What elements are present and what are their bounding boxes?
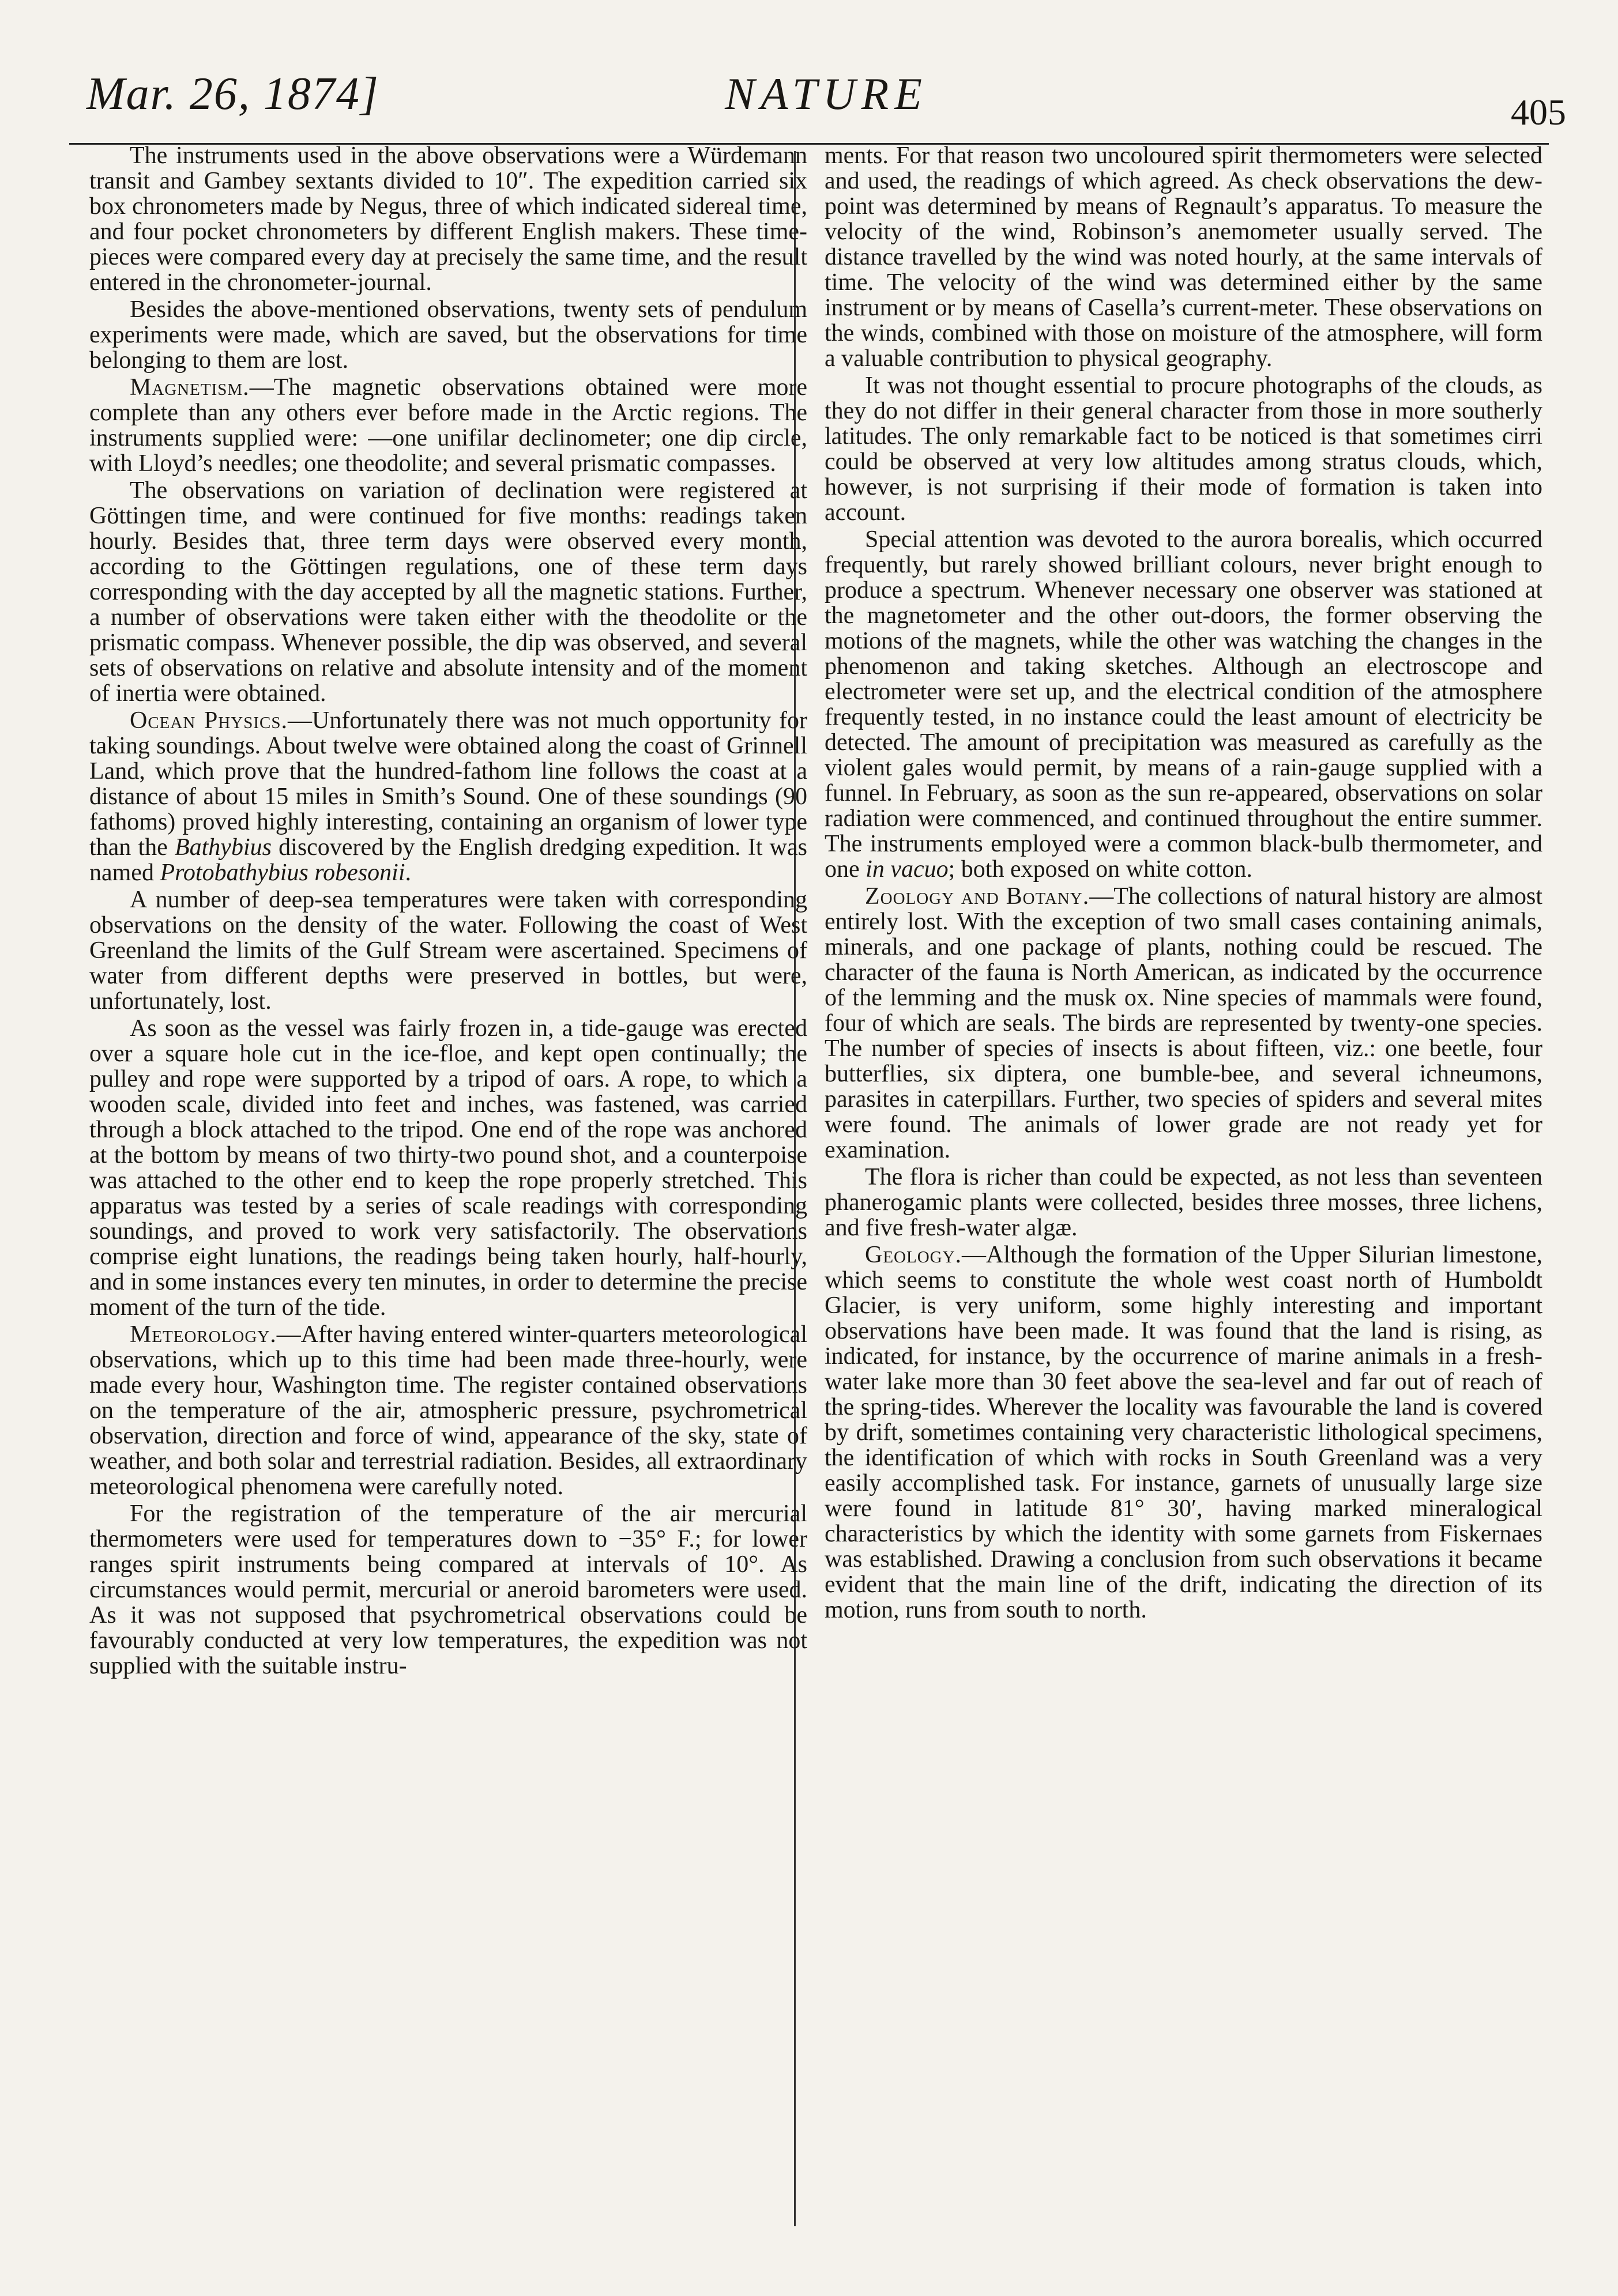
- italic-term: Protobathybius robesonii: [160, 859, 405, 886]
- paragraph-text: ; both exposed on white cotton.: [948, 856, 1252, 883]
- section-heading: Ocean Physics.: [130, 707, 288, 734]
- paragraph-text: Special attention was devoted to the aurora borealis, which occurred frequently, but rarely showed brilliant colours, never bright enough to produce a spectrum. Whenever necessary one observer was stationed at the magnetometer and the other out-doors, the former observing the motions of the magnets, while the other was watching the changes in the phenomenon and taking sketches. Although an electroscope and electrometer were set up, and the electrical condition of the atmosphere frequently tested, in no instance could the least amount of electricity be detected. The amount of precipitation was measured as carefully as the violent gales would permit, by means of a rain-gauge supplied with a funnel. In February, as soon as the sun re-appeared, observations on solar radiation were commenced, and continued throughout the entire summer. The instruments employed were a common black-bulb thermometer, and one: [825, 526, 1542, 883]
- paragraph: The flora is richer than could be expected, as not less than seventeen phanerogamic plants were collected, besides three mosses, three lichens, and five fresh-water algæ.: [825, 1164, 1542, 1241]
- italic-term: Bathybius: [174, 834, 272, 861]
- paragraph-text: .: [405, 859, 411, 886]
- right-column: [825, 143, 1542, 1624]
- paragraph: Besides the above-mentioned observations, twenty sets of pendulum experiments were made, which are saved, but the observations for time belonging to them are lost.: [89, 296, 807, 374]
- paragraph-continued: ments. For that reason two uncoloured spirit thermometers were selected and used, the readings of which agreed. As check observations the dew-point was determined by means of Regnault’s apparatus. To measure the velocity of the wind, Robinson’s anemometer usually served. The distance travelled by the wind was noted hourly, at the same intervals of time. The velocity of the wind was determined either by the same instrument or by means of Casella’s current-meter. These observations on the winds, combined with those on moisture of the atmosphere, will form a valuable contribution to physical geography.: [825, 142, 1542, 372]
- section-heading: Geology.: [865, 1242, 962, 1268]
- paragraph-text: —The magnetic observations obtained were more complete than any others ever before made in the Arctic regions. The instruments supplied were: —one unifilar declinometer; one dip circle, with Lloyd’s needles; one theodolite; and several prismatic compasses.: [89, 374, 807, 477]
- paragraph: [825, 527, 1542, 882]
- paragraph-text: —After having entered winter-quarters meteorological observations, which up to this time had been made three-hourly, were made every hour, Washington time. The register contained observations on the temperature of the air, atmospheric pressure, psychrometrical observation, direction and force of wind, appearance of the sky, state of weather, and both solar and terrestrial radiation. Besides, all extraordinary meteorological phenomena were carefully noted.: [89, 1321, 807, 1500]
- section-paragraph-magnetism: [89, 375, 807, 476]
- section-heading: Zoology and Botany.: [865, 883, 1090, 910]
- paragraph: A number of deep-sea temperatures were taken with corresponding observations on the density of the water. Following the coast of West Greenland the limits of the Gulf Stream were ascertained. Specimens of water from different depths were preserved in bottles, but were, unfortunately, lost.: [89, 887, 807, 1015]
- section-paragraph-geology: [825, 1242, 1542, 1623]
- paragraph: The instruments used in the above observations were a Würdemann transit and Gambey sextants divided to 10″. The expedition carried six box chronometers made by Negus, three of which indicated sidereal time, and four pocket chronometers by different English makers. These time-pieces were compared every day at precisely the same time, and the result entered in the chronometer-journal.: [89, 142, 807, 296]
- section-heading: Magnetism.: [130, 374, 250, 401]
- section-heading: Meteorology.: [130, 1321, 277, 1348]
- paragraph: It was not thought essential to procure photographs of the clouds, as they do not differ in their general character from those in more southerly latitudes. The only remarkable fact to be noticed is that sometimes cirri could be observed at very low altitudes among stratus clouds, which, however, is not surprising if their mode of formation is taken into account.: [825, 372, 1542, 526]
- page-number: 405: [1511, 92, 1566, 133]
- journal-title: NATURE: [725, 69, 928, 119]
- paragraph-text: —Unfortunately there was not much opportunity for taking soundings. About twelve were obtained along the coast of Grinnell Land, which prove that the hundred-fathom line follows the coast at a distance of about 15 miles in Smith’s Sound. One of these soundings (90 fathoms) proved highly interesting, containing an organism of lower type than the: [89, 707, 807, 861]
- paragraph: As soon as the vessel was fairly frozen in, a tide-gauge was erected over a square hole cut in the ice-floe, and kept open continually; the pulley and rope were supported by a tripod of oars. A rope, to which a wooden scale, divided into feet and inches, was fastened, was carried through a block attached to the tripod. One end of the rope was anchored at the bottom by means of two thirty-two pound shot, and a counterpoise was attached to the other end to keep the rope properly stretched. This apparatus was tested by a series of scale readings with corresponding soundings, and proved to work very satisfactorily. The observations comprise eight lunations, the readings being taken hourly, half-hourly, and in some instances every ten minutes, in order to determine the precise moment of the turn of the tide.: [89, 1015, 807, 1321]
- page-header: [86, 68, 1566, 137]
- issue-date: Mar. 26, 1874]: [86, 69, 380, 119]
- paragraph: The observations on variation of declination were registered at Göttingen time, and were continued for five months: readings taken hourly. Besides that, three term days were observed every month, according to the Göttingen regulations, one of these term days corresponding with the day accepted by all the magnetic stations. Further, a number of observations were taken either with the theodolite or the prismatic compass. Whenever possible, the dip was observed, and several sets of observations on relative and absolute intensity and of the moment of inertia were obtained.: [89, 477, 807, 707]
- paragraph-text: —The collections of natural history are almost entirely lost. With the exception of two small cases containing animals, minerals, and one package of plants, nothing could be rescued. The character of the fauna is North American, as indicated by the occurrence of the lemming and the musk ox. Nine species of mammals were found, four of which are seals. The birds are represented by twenty-one species. The number of species of insects is about fifteen, viz.: one beetle, four butterflies, six diptera, one bumble-bee, and several ichneumons, parasites in caterpillars. Further, two species of spiders and several mites were found. The animals of lower grade are not ready yet for examination.: [825, 883, 1542, 1163]
- section-paragraph-ocean-physics: [89, 708, 807, 885]
- paragraph: For the registration of the temperature of the air mercurial thermometers were used for temperatures down to −35° F.; for lower ranges spirit instruments being compared at intervals of 10°. As circumstances would permit, mercurial or aneroid barometers were used. As it was not supposed that psychrometrical observations could be favourably conducted at very low temperatures, the expedition was not supplied with the suitable instru-: [89, 1500, 807, 1679]
- section-paragraph-zoology-botany: [825, 884, 1542, 1163]
- paragraph-text: —Although the formation of the Upper Silurian limestone, which seems to constitute the whole west coast north of Humboldt Glacier, is very uniform, some highly interesting and important observations have been made. It was found that the land is rising, as indicated, for instance, by the occurrence of marine animals in a fresh-water lake more than 30 feet above the sea-level and far out of reach of the spring-tides. Wherever the locality was favourable the land is covered by drift, sometimes containing very characteristic lithological specimens, the identification of which with rocks in South Greenland was a very easily accomplished task. For instance, garnets of unusually large size were found in latitude 81° 30′, having marked mineralogical characteristics by which the identity with some garnets from Fiskernaes was established. Drawing a conclusion from such observations it became evident that the main line of the drift, indicating the direction of its motion, runs from south to north.: [825, 1242, 1542, 1623]
- italic-term: in vacuo: [866, 856, 949, 883]
- section-paragraph-meteorology: [89, 1322, 807, 1499]
- left-column: [89, 143, 807, 1680]
- paragraph-text: discovered by the English dredging expedition. It was named: [89, 834, 808, 886]
